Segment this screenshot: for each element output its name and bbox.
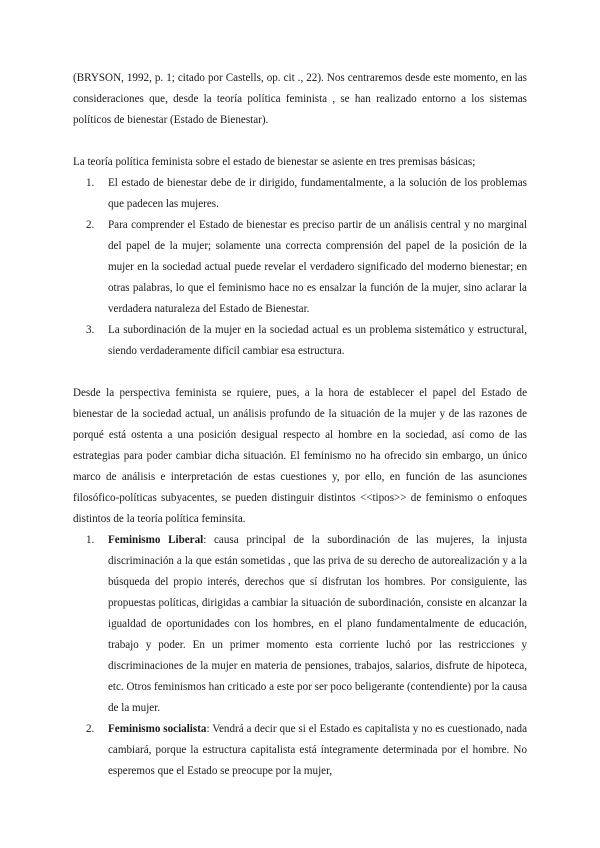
list-item: 2. Feminismo socialista: Vendrá a decir que si el Estado es capitalista y no es cuestionado, nada cambiará, porque la estructura capitalista está íntegramente determinada por el hombre. No esperemos que el Estado se preocupe por la mujer, (86, 723, 527, 777)
perspective-paragraph: Desde la perspectiva feminista se rquiere, pues, a la hora de establecer el papel del Estado de bienestar de la sociedad actual, un análisis profundo de la situación de la mujer y de las razones de porqué está ostenta a una posición desigual respecto al hombre en la sociedad, así como de las estrategias para poder cambiar dicha situación. El feminismo no ha ofrecido sin embargo, un único marco de análisis e interpretación de estas cuestiones y, por ello, en función de las asunciones filosófico-políticas subyacentes, se pueden distinguir distintos <<tipos>> de feminismo o enfoques distintos de la teoría política feminsita. (73, 387, 527, 525)
term-heading: Feminismo Liberal (108, 534, 204, 546)
spacer (73, 362, 527, 383)
spacer (73, 131, 527, 152)
premises-list (73, 173, 527, 362)
list-item: 1. El estado de bienestar debe de ir dirigido, fundamentalmente, a la solución de los problemas que padecen las mujeres. (86, 177, 527, 210)
intro-paragraph: (BRYSON, 1992, p. 1; citado por Castells, op. cit ., 22). Nos centraremos desde este momento, en las consideraciones que, desde la teoría política feminista , se han realizado entorno a los sistemas políticos de bienestar (Estado de Bienestar). (73, 72, 527, 126)
term-heading: Feminismo socialista (108, 723, 207, 735)
list-item: 1. Feminismo Liberal: causa principal de la subordinación de las mujeres, la injusta discriminación a la que están sometidas , que las priva de su derecho de autorealización y a la búsqueda del propio interés, derechos que sí disfrutan los hombres. Por consiguiente, las propuestas políticas, dirigidas a cambiar la situación de subordinación, consiste en alcanzar la igualdad de oportunidades con los hombres, en el plano fundamentalmente de educación, trabajo y poder. En un primer momento esta corriente luchó por las restricciones y discriminaciones de la mujer en materia de pensiones, trabajos, salarios, disfrute de hipoteca, etc. Otros feminismos han criticado a este por ser poco beligerante (contendiente) por la causa de la mujer. (86, 534, 527, 714)
list-item: 2. Para comprender el Estado de bienestar es preciso partir de un análisis central y no marginal del papel de la mujer; solamente una correcta comprensión del papel de la posición de la mujer en la sociedad actual puede revelar el verdadero significado del moderno bienestar; en otras palabras, lo que el feminismo hace no es ensalzar la función de la mujer, sino aclarar la verdadera naturaleza del Estado de Bienestar. (86, 219, 527, 315)
feminism-types-list (73, 530, 527, 782)
document-page (73, 68, 527, 782)
list-item: 3. La subordinación de la mujer en la sociedad actual es un problema sistemático y estructural, siendo verdaderamente difícil cambiar esa estructura. (86, 324, 527, 357)
premises-intro: La teoría política feminista sobre el estado de bienestar se asiente en tres premisas básicas; (73, 156, 476, 168)
